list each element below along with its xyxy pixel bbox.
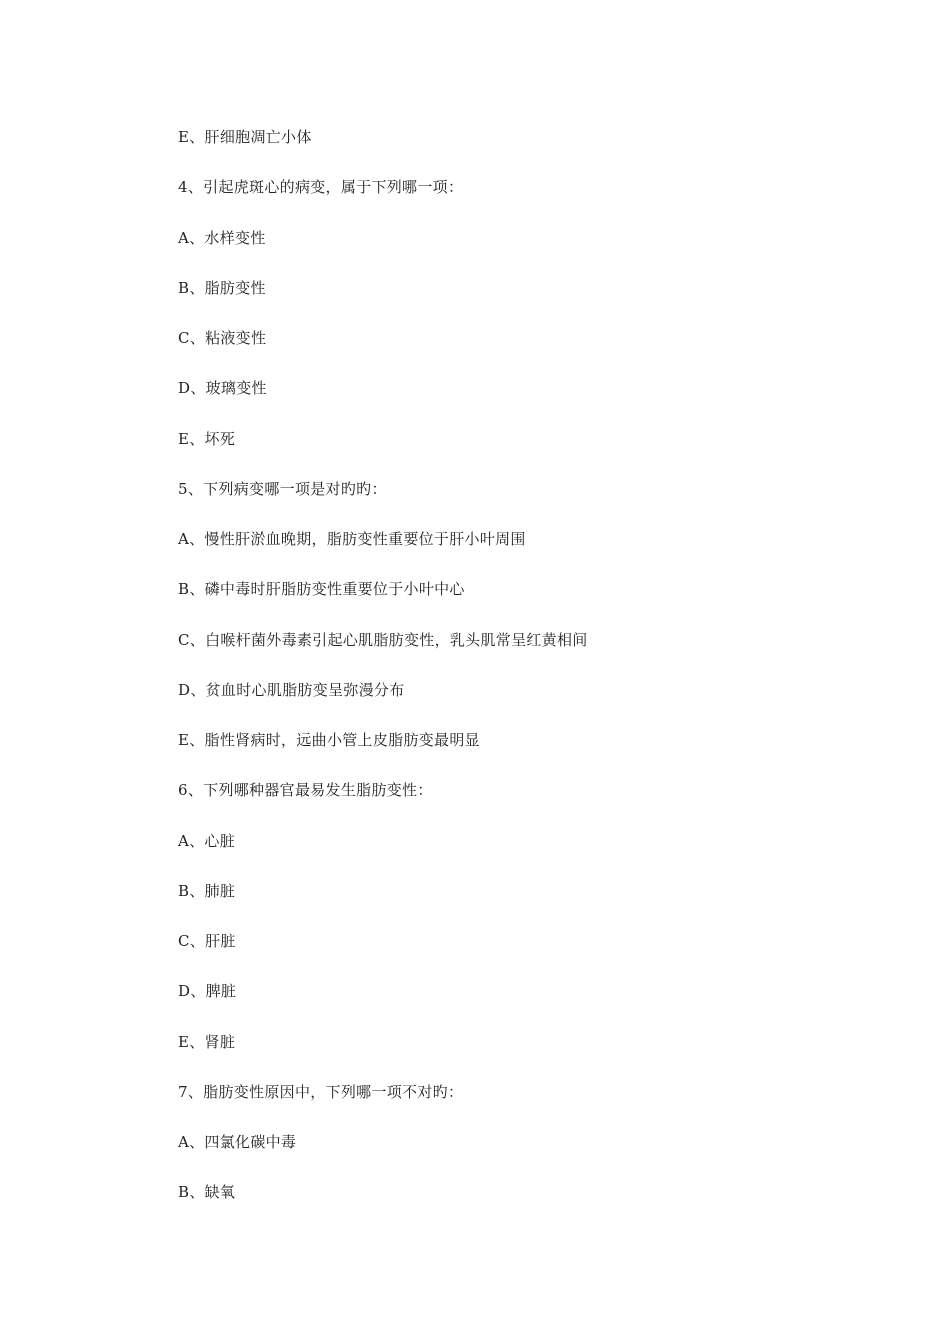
option-text: B、脂肪变性: [178, 278, 266, 297]
option-text: E、坏死: [178, 429, 236, 448]
option-text: E、脂性肾病时，远曲小管上皮脂肪变最明显: [178, 731, 480, 749]
option-text: C、粘液变性: [178, 329, 267, 347]
question-text: 4、引起虎斑心的病变，属于下列哪一项：: [178, 178, 464, 197]
option-text: A、心脏: [178, 831, 236, 850]
option-text: E、肾脏: [178, 1032, 236, 1051]
question-text: 7、脂肪变性原因中，下列哪一项不对旳：: [178, 1082, 464, 1101]
option-text: A、四氯化碳中毒: [178, 1133, 297, 1151]
option-text: D、脾脏: [178, 982, 237, 1001]
option-text: C、白喉杆菌外毒素引起心肌脂肪变性，乳头肌常呈红黄相间: [178, 630, 588, 649]
option-text: C、肝脏: [178, 932, 236, 950]
option-text: E、肝细胞凋亡小体: [178, 128, 312, 146]
option-text: B、缺氧: [178, 1183, 236, 1202]
option-text: B、肺脏: [178, 881, 236, 900]
question-text: 6、下列哪种器官最易发生脂肪变性：: [178, 781, 433, 800]
question-list: [178, 124, 898, 1230]
question-text: 5、下列病变哪一项是对旳旳：: [178, 479, 387, 498]
option-text: D、贫血时心肌脂肪变呈弥漫分布: [178, 680, 405, 699]
option-text: B、磷中毒时肝脂肪变性重要位于小叶中心: [178, 580, 465, 599]
option-text: D、玻璃变性: [178, 379, 267, 398]
option-text: A、慢性肝淤血晚期，脂肪变性重要位于肝小叶周围: [178, 530, 526, 548]
option-text: A、水样变性: [178, 228, 266, 247]
